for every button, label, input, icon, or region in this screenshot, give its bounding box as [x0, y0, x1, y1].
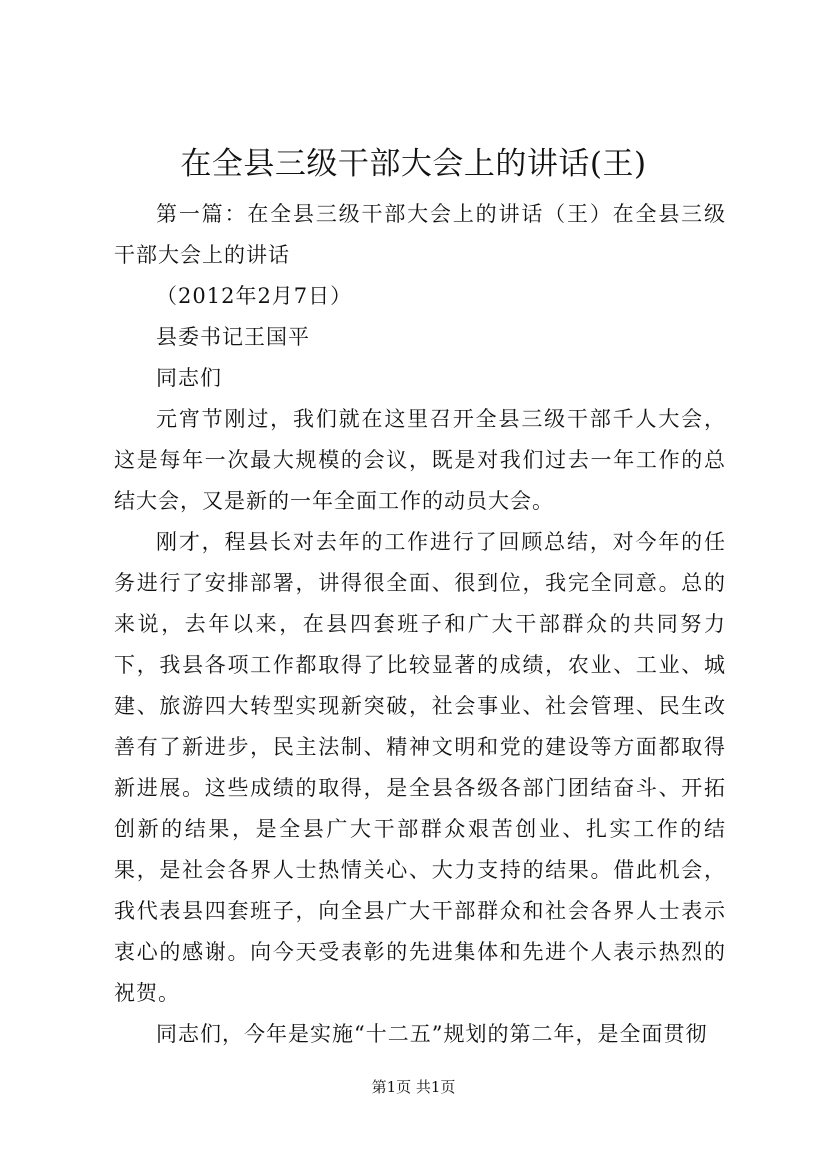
paragraph-body: 元宵节刚过，我们就在这里召开全县三级干部千人大会，这是每年一次最大规模的会议，既是对我们过去一年工作的总结大会，又是新的一年全面工作的动员大会。: [114, 407, 726, 513]
paragraph-body: 同志们，今年是实施“十二五”规划的第二年，是全面贯彻: [156, 1022, 708, 1046]
paragraph-body: 刚才，程县长对去年的工作进行了回顾总结，对今年的任务进行了安排部署，讲得很全面、很到位，我完全同意。总的来说，去年以来，在县四套班子和广大干部群众的共同努力下，我县各项工作都取得了比较显著的成绩，农业、工业、城建、旅游四大转型实现新突破，社会事业、社会管理、民生改善有了新进步，民主法制、精神文明和党的建设等方面都取得新进展。这些成绩的取得，是全县各级各部门团结奋斗、开拓创新的结果，是全县广大干部群众艰苦创业、扎实工作的结果，是社会各界人士热情关心、大力支持的结果。借此机会，我代表县四套班子，向全县广大干部群众和社会各界人士表示衷心的感谢。向今天受表彰的先进集体和先进个人表示热烈的祝贺。: [114, 530, 726, 1005]
paragraph-date: （2012年2月7日）: [156, 284, 353, 308]
paragraph-speaker: 县委书记王国平: [156, 325, 310, 349]
page-footer: 第1页 共1页: [371, 1078, 456, 1096]
document-title: 在全县三级干部大会上的讲话(王): [180, 146, 647, 182]
document-body: [114, 194, 726, 1055]
paragraph-salutation: 同志们: [156, 366, 222, 390]
paragraph-heading: 第一篇：在全县三级干部大会上的讲话（王）在全县三级干部大会上的讲话: [114, 202, 726, 267]
